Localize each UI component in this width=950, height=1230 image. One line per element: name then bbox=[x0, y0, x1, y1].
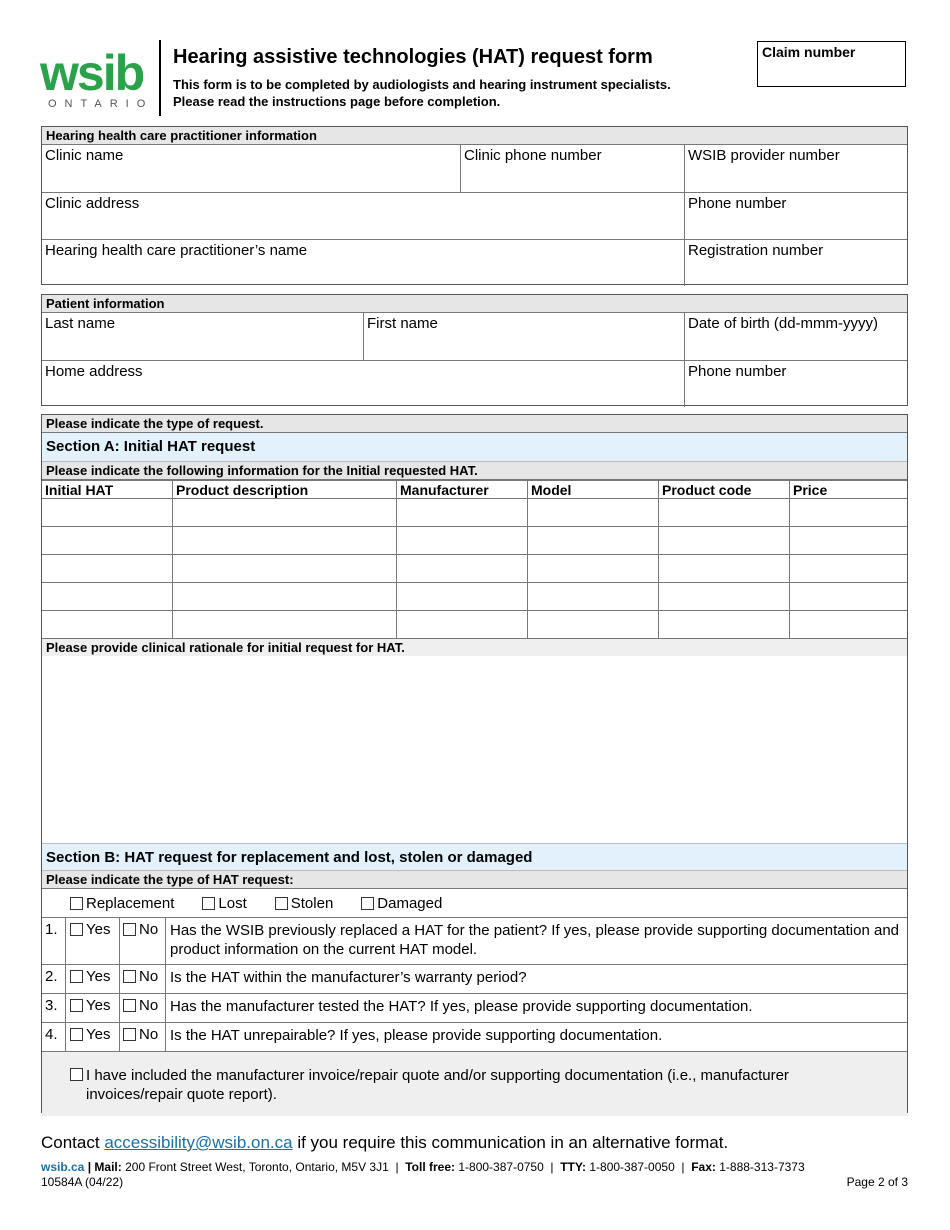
table-cell[interactable] bbox=[397, 555, 528, 583]
yes-option[interactable] bbox=[66, 918, 120, 964]
subtitle-line-1: This form is to be completed by audiologists and hearing instrument specialists. bbox=[173, 77, 671, 92]
no-checkbox[interactable] bbox=[123, 923, 136, 936]
table-cell[interactable] bbox=[42, 583, 173, 611]
clinic-address-label: Clinic address bbox=[45, 195, 140, 212]
table-cell[interactable] bbox=[397, 583, 528, 611]
practitioner-heading: Hearing health care practitioner information bbox=[42, 127, 907, 145]
no-option[interactable] bbox=[120, 965, 166, 993]
rationale-label: Please provide clinical rationale for initial request for HAT. bbox=[42, 639, 907, 656]
option-replacement[interactable] bbox=[70, 895, 174, 912]
replacement-checkbox[interactable] bbox=[70, 897, 83, 910]
question-text: Is the HAT within the manufacturer’s warranty period? bbox=[170, 969, 527, 986]
request-type-heading: Please indicate the type of request. bbox=[42, 415, 907, 433]
question-text: Has the WSIB previously replaced a HAT for the patient? If yes, please provide supporting documentation and product information on the current HAT model. bbox=[170, 922, 900, 958]
table-cell[interactable] bbox=[659, 611, 790, 639]
page-number: Page 2 of 3 bbox=[846, 1175, 908, 1189]
table-cell[interactable] bbox=[790, 583, 908, 611]
dob-field[interactable] bbox=[685, 313, 907, 360]
question-row-2 bbox=[42, 965, 907, 994]
hat-request-type-options bbox=[42, 889, 907, 918]
yes-checkbox[interactable] bbox=[70, 999, 83, 1012]
no-label: No bbox=[139, 921, 159, 938]
yes-option[interactable] bbox=[66, 994, 120, 1022]
question-text: Is the HAT unrepairable? If yes, please provide supporting documentation. bbox=[170, 1027, 663, 1044]
question-number: 4. bbox=[42, 1023, 66, 1051]
question-text: Has the manufacturer tested the HAT? If yes, please provide supporting documentation. bbox=[170, 998, 753, 1015]
table-row bbox=[42, 611, 907, 639]
section-b-heading: Section B: HAT request for replacement and lost, stolen or damaged bbox=[42, 844, 907, 871]
col-manufacturer: Manufacturer bbox=[397, 481, 528, 499]
table-cell[interactable] bbox=[173, 611, 397, 639]
table-row bbox=[42, 555, 907, 583]
table-cell[interactable] bbox=[659, 527, 790, 555]
yes-checkbox[interactable] bbox=[70, 970, 83, 983]
no-checkbox[interactable] bbox=[123, 1028, 136, 1041]
damaged-label: Damaged bbox=[377, 894, 443, 912]
provider-number-label: WSIB provider number bbox=[688, 147, 840, 164]
col-price: Price bbox=[790, 481, 908, 499]
table-row bbox=[42, 527, 907, 555]
section-a-instruction: Please indicate the following information for the Initial requested HAT. bbox=[42, 462, 907, 480]
stolen-label: Stolen bbox=[290, 894, 334, 912]
initial-hat-table bbox=[42, 480, 907, 639]
accessibility-email-link[interactable]: accessibility@wsib.on.ca bbox=[104, 1133, 293, 1152]
table-header-row bbox=[42, 481, 907, 499]
table-cell[interactable] bbox=[528, 611, 659, 639]
yes-checkbox[interactable] bbox=[70, 923, 83, 936]
last-name-label: Last name bbox=[45, 315, 116, 332]
table-row bbox=[42, 583, 907, 611]
table-cell[interactable] bbox=[397, 527, 528, 555]
question-number: 2. bbox=[42, 965, 66, 993]
clinic-phone-label: Clinic phone number bbox=[464, 147, 602, 164]
tty-label: TTY: bbox=[560, 1160, 586, 1174]
registration-number-label: Registration number bbox=[688, 242, 824, 259]
table-cell[interactable] bbox=[790, 527, 908, 555]
practitioner-phone-field[interactable] bbox=[685, 193, 907, 239]
request-section bbox=[41, 414, 908, 1113]
contact-prefix: Contact bbox=[41, 1133, 105, 1152]
table-cell[interactable] bbox=[42, 555, 173, 583]
registration-number-field[interactable] bbox=[685, 240, 907, 286]
question-number: 1. bbox=[42, 918, 66, 964]
patient-phone-label: Phone number bbox=[688, 363, 787, 380]
clinic-name-field[interactable] bbox=[42, 145, 461, 192]
col-initial-hat: Initial HAT bbox=[42, 481, 173, 499]
dob-label: Date of birth (dd-mmm-yyyy) bbox=[688, 315, 879, 332]
option-stolen[interactable] bbox=[275, 895, 334, 912]
table-cell[interactable] bbox=[659, 499, 790, 527]
logo-text: wsib bbox=[40, 45, 144, 101]
table-cell[interactable] bbox=[173, 527, 397, 555]
yes-label: Yes bbox=[86, 997, 111, 1014]
section-a-heading: Section A: Initial HAT request bbox=[42, 433, 907, 462]
question-row-3 bbox=[42, 994, 907, 1023]
form-number: 10584A (04/22) bbox=[41, 1175, 124, 1189]
table-row bbox=[42, 499, 907, 527]
documentation-confirmation bbox=[42, 1052, 907, 1116]
logo-subtext: ONTARIO bbox=[48, 98, 154, 110]
fax-number: 1-888-313-7373 bbox=[719, 1160, 805, 1174]
subtitle-line-2: Please read the instructions page before completion. bbox=[173, 94, 501, 109]
question-row-1 bbox=[42, 918, 907, 965]
table-cell[interactable] bbox=[659, 583, 790, 611]
footer-contact-info: wsib.ca | Mail: 200 Front Street West, Toronto, Ontario, M5V 3J1 | Toll free: 1-800-387-0750 | TTY: 1-800-387-0050 | Fax: 1-888-313-7373 bbox=[41, 1160, 805, 1174]
home-address-field[interactable] bbox=[42, 361, 685, 407]
no-label: No bbox=[139, 1026, 159, 1043]
mail-address: 200 Front Street West, Toronto, Ontario, M5V 3J1 bbox=[125, 1160, 389, 1174]
contact-suffix: if you require this communication in an alternative format. bbox=[292, 1133, 729, 1152]
clinic-address-field[interactable] bbox=[42, 193, 685, 239]
documentation-label: I have included the manufacturer invoice/repair quote and/or supporting documentation (i.e., manufacturer invoices/repair quote report). bbox=[86, 1067, 789, 1103]
claim-number-field[interactable] bbox=[757, 41, 906, 87]
table-cell[interactable] bbox=[42, 527, 173, 555]
yes-label: Yes bbox=[86, 968, 111, 985]
table-cell[interactable] bbox=[42, 499, 173, 527]
damaged-checkbox[interactable] bbox=[361, 897, 374, 910]
contact-line bbox=[41, 1133, 728, 1153]
table-cell[interactable] bbox=[790, 555, 908, 583]
no-option[interactable] bbox=[120, 994, 166, 1022]
table-cell[interactable] bbox=[42, 611, 173, 639]
no-option[interactable] bbox=[120, 1023, 166, 1051]
table-cell[interactable] bbox=[173, 499, 397, 527]
table-cell[interactable] bbox=[790, 611, 908, 639]
rationale-textarea[interactable] bbox=[42, 656, 907, 844]
no-checkbox[interactable] bbox=[123, 970, 136, 983]
col-product-description: Product description bbox=[173, 481, 397, 499]
table-cell[interactable] bbox=[528, 499, 659, 527]
option-lost[interactable] bbox=[202, 895, 246, 912]
no-label: No bbox=[139, 968, 159, 985]
no-label: No bbox=[139, 997, 159, 1014]
table-cell[interactable] bbox=[790, 499, 908, 527]
wsib-logo bbox=[40, 45, 154, 110]
col-model: Model bbox=[528, 481, 659, 499]
home-address-label: Home address bbox=[45, 363, 143, 380]
lost-checkbox[interactable] bbox=[202, 897, 215, 910]
col-product-code: Product code bbox=[659, 481, 790, 499]
no-option[interactable] bbox=[120, 918, 166, 964]
table-cell[interactable] bbox=[173, 583, 397, 611]
question-row-4 bbox=[42, 1023, 907, 1052]
table-cell[interactable] bbox=[173, 555, 397, 583]
clinic-phone-field[interactable] bbox=[461, 145, 685, 192]
yes-label: Yes bbox=[86, 1026, 111, 1043]
clinic-name-label: Clinic name bbox=[45, 147, 124, 164]
form-subtitle bbox=[173, 76, 733, 110]
claim-number-label: Claim number bbox=[762, 44, 856, 60]
header-divider bbox=[159, 40, 161, 116]
section-b-instruction: Please indicate the type of HAT request: bbox=[42, 871, 907, 889]
fax-label: Fax: bbox=[691, 1160, 716, 1174]
provider-number-field[interactable] bbox=[685, 145, 907, 192]
first-name-label: First name bbox=[367, 315, 438, 332]
yes-label: Yes bbox=[86, 921, 111, 938]
tollfree-number: 1-800-387-0750 bbox=[458, 1160, 544, 1174]
practitioner-phone-label: Phone number bbox=[688, 195, 787, 212]
question-number: 3. bbox=[42, 994, 66, 1022]
patient-phone-field[interactable] bbox=[685, 361, 907, 407]
replacement-label: Replacement bbox=[86, 894, 175, 912]
table-cell[interactable] bbox=[397, 611, 528, 639]
first-name-field[interactable] bbox=[364, 313, 685, 360]
practitioner-name-field[interactable] bbox=[42, 240, 685, 286]
stolen-checkbox[interactable] bbox=[275, 897, 288, 910]
form-title: Hearing assistive technologies (HAT) request form bbox=[173, 46, 653, 68]
tollfree-label: Toll free: bbox=[405, 1160, 456, 1174]
no-checkbox[interactable] bbox=[123, 999, 136, 1012]
documentation-checkbox[interactable] bbox=[70, 1068, 83, 1081]
table-cell[interactable] bbox=[397, 499, 528, 527]
wsib-site-link[interactable]: wsib.ca bbox=[41, 1160, 85, 1174]
table-cell[interactable] bbox=[659, 555, 790, 583]
option-damaged[interactable] bbox=[361, 895, 442, 912]
table-cell[interactable] bbox=[528, 555, 659, 583]
yes-checkbox[interactable] bbox=[70, 1028, 83, 1041]
last-name-field[interactable] bbox=[42, 313, 364, 360]
patient-section bbox=[41, 294, 908, 406]
table-cell[interactable] bbox=[528, 583, 659, 611]
lost-label: Lost bbox=[218, 894, 247, 912]
yes-option[interactable] bbox=[66, 1023, 120, 1051]
practitioner-section bbox=[41, 126, 908, 285]
yes-option[interactable] bbox=[66, 965, 120, 993]
practitioner-name-label: Hearing health care practitioner’s name bbox=[45, 242, 308, 259]
mail-label: Mail: bbox=[94, 1160, 122, 1174]
patient-heading: Patient information bbox=[42, 295, 907, 313]
table-cell[interactable] bbox=[528, 527, 659, 555]
tty-number: 1-800-387-0050 bbox=[589, 1160, 675, 1174]
